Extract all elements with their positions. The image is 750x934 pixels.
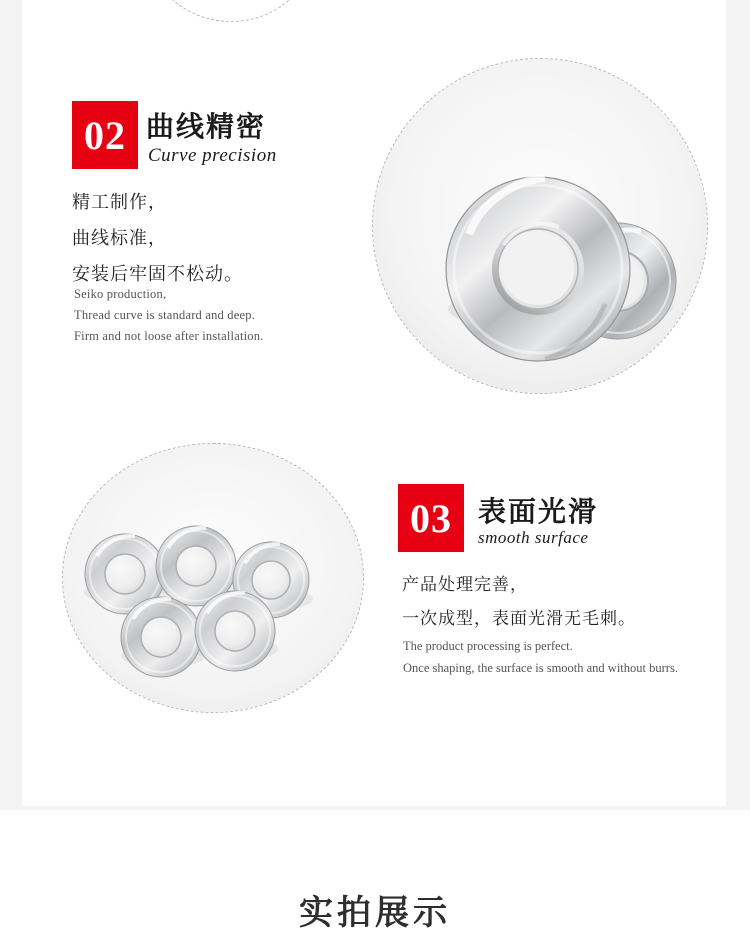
section-03-body-cn-line-1: 产品处理完善， <box>402 575 528 595</box>
section-02-body-cn <box>72 185 372 293</box>
section-02-body-en <box>74 284 404 347</box>
section-02-number-badge: 02 <box>72 101 138 169</box>
section-03-body-en <box>403 635 733 679</box>
content-card <box>22 0 726 806</box>
section-03-body-cn-line-2: 一次成型，表面光滑无毛刺。 <box>402 609 636 629</box>
section-03-title-cn: 表面光滑 <box>478 495 599 528</box>
section-02-image-circle <box>372 58 708 394</box>
section-02-title-en: Curve precision <box>148 145 277 166</box>
five-flat-washers-photo <box>63 444 363 712</box>
section-02-body-cn-line-3: 安装后牢固不松动。 <box>72 264 243 285</box>
section-02-body-en-line-2: Thread curve is standard and deep. <box>74 308 256 322</box>
section-03-title-en: smooth surface <box>478 528 589 547</box>
section-02-body-en-line-3: Firm and not loose after installation. <box>74 329 264 343</box>
section-03-image-circle <box>62 443 364 713</box>
decorative-dashed-arc <box>150 0 312 22</box>
two-flat-washers-photo <box>373 59 707 393</box>
section-02-title-cn: 曲线精密 <box>146 110 267 143</box>
section-02-body-cn-line-2: 曲线标准， <box>72 228 167 249</box>
footer-heading: 实拍展示 <box>299 893 451 933</box>
section-03-body-en-line-2: Once shaping, the surface is smooth and without burrs. <box>403 661 678 675</box>
section-03-body-cn <box>402 568 722 636</box>
section-03-number-badge: 03 <box>398 484 464 552</box>
section-02-body-en-line-1: Seiko production, <box>74 287 167 301</box>
section-03-body-en-line-1: The product processing is perfect. <box>403 639 573 653</box>
section-02-body-cn-line-1: 精工制作， <box>72 192 167 213</box>
